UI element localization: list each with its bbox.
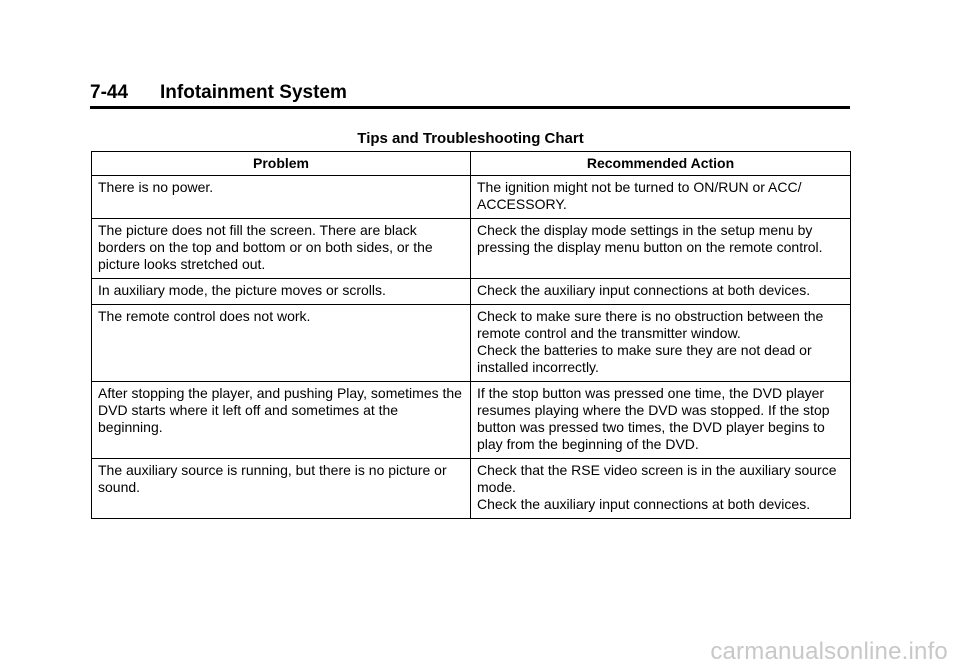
chart-title: Tips and Troubleshooting Chart xyxy=(357,130,584,147)
action-text: Check that the RSE video screen is in the auxiliary source mode. xyxy=(477,462,837,495)
action-text: The ignition might not be turned to ON/RUN or ACC/ ACCESSORY. xyxy=(477,179,802,212)
action-text: Check the auxiliary input connections at both devices. xyxy=(477,496,811,512)
action-cell xyxy=(471,459,851,519)
action-cell xyxy=(471,219,851,279)
action-cell xyxy=(471,305,851,382)
section-title: Infotainment System xyxy=(160,82,347,103)
column-header-problem: Problem xyxy=(92,152,471,176)
problem-cell: After stopping the player, and pushing Play, sometimes the DVD starts where it left off and sometimes at the beginning. xyxy=(92,382,471,459)
problem-cell: There is no power. xyxy=(92,176,471,219)
action-text: Check the display mode settings in the setup menu by pressing the display menu button on the remote control. xyxy=(477,222,823,255)
table-row xyxy=(92,382,851,459)
watermark: carmanualsonline.info xyxy=(710,638,948,665)
action-text: Check the auxiliary input connections at both devices. xyxy=(477,282,811,298)
table-row xyxy=(92,459,851,519)
table-row xyxy=(92,279,851,305)
problem-cell: The remote control does not work. xyxy=(92,305,471,382)
table-row xyxy=(92,219,851,279)
problem-cell: The auxiliary source is running, but there is no picture or sound. xyxy=(92,459,471,519)
action-cell xyxy=(471,382,851,459)
table-header-row xyxy=(92,152,851,176)
troubleshooting-table xyxy=(91,151,851,519)
table-row xyxy=(92,305,851,382)
action-text: Check the batteries to make sure they are not dead or installed incorrectly. xyxy=(477,342,812,375)
page-number: 7-44 xyxy=(90,82,129,103)
action-text: Check to make sure there is no obstruction between the remote control and the transmitter window. xyxy=(477,308,824,341)
table-row xyxy=(92,176,851,219)
page-header xyxy=(90,82,850,109)
action-cell xyxy=(471,176,851,219)
action-text: If the stop button was pressed one time, the DVD player resumes playing where the DVD was stopped. If the stop button was pressed two times, the DVD player begins to play from the beginning of the DVD. xyxy=(477,385,830,452)
column-header-action: Recommended Action xyxy=(471,152,851,176)
problem-cell: The picture does not fill the screen. There are black borders on the top and bottom or on both sides, or the picture looks stretched out. xyxy=(92,219,471,279)
action-cell xyxy=(471,279,851,305)
problem-cell: In auxiliary mode, the picture moves or scrolls. xyxy=(92,279,471,305)
